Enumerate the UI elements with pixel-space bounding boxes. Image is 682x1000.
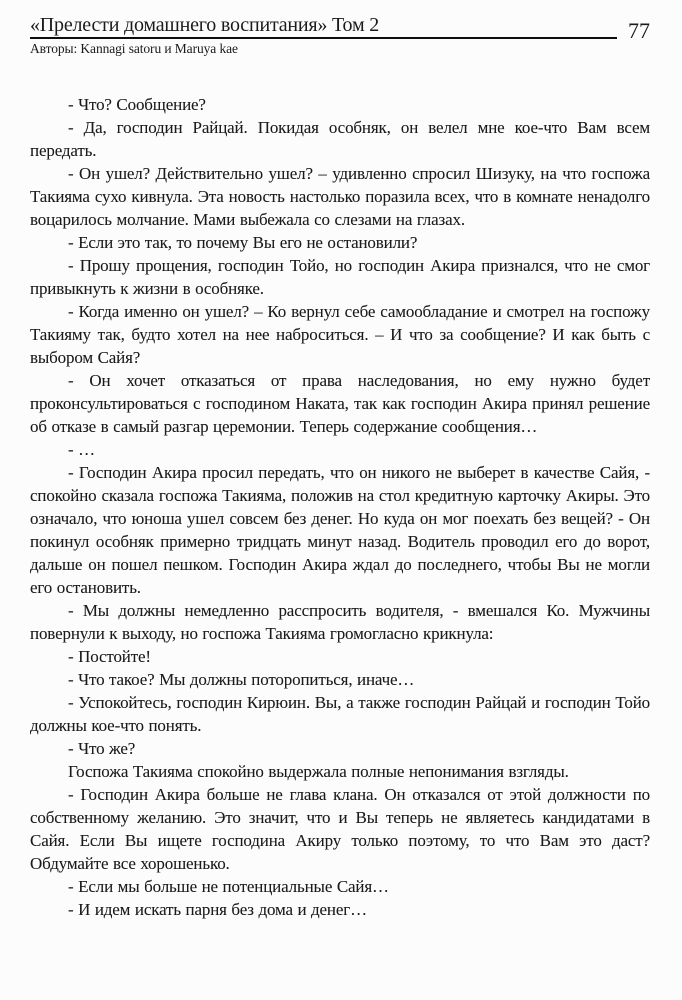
paragraph: - И идем искать парня без дома и денег…	[68, 900, 367, 919]
paragraph: - Да, господин Райцай. Покидая особняк, он велел мне кое-что Вам всем передать.	[30, 118, 650, 160]
paragraph: - Когда именно он ушел? – Ко вернул себе самообладание и смотрел на госпожу Такияму так, будто хотел на нее наброситься. – И что за сообщение? И как быть с выбором Сайя?	[30, 302, 650, 367]
paragraph: - Он хочет отказаться от права наследования, но ему нужно будет проконсультироваться с господином Наката, так как господин Акира принял решение об отказе в самый разгар церемонии. Теперь содержание сообщения…	[30, 371, 650, 436]
paragraph: - Что же?	[68, 739, 136, 758]
page-body	[30, 57, 650, 921]
page-header	[30, 14, 650, 57]
header-row	[30, 14, 650, 43]
paragraph: - Успокойтесь, господин Кирюин. Вы, а также господин Райцай и господин Тойо должны кое-что понять.	[30, 693, 650, 735]
paragraph: - Если мы больше не потенциальные Сайя…	[68, 877, 389, 896]
paragraph: - Мы должны немедленно расспросить водителя, - вмешался Ко. Мужчины повернули к выходу, но госпожа Такияма громогласно крикнула:	[30, 601, 650, 643]
paragraph: - Господин Акира просил передать, что он никого не выберет в качестве Сайя, - спокойно сказала госпожа Такияма, положив на стол кредитную карточку Акиры. Это означало, что юноша ушел совсем без денег. Но куда он мог поехать без вещей? - Он покинул особняк примерно тридцать минут назад. Водитель проводил его до ворот, дальше он пошел пешком. Господин Акира ждал до последнего, чтобы Вы не могли его остановить.	[30, 463, 650, 597]
paragraph: - Он ушел? Действительно ушел? – удивленно спросил Шизуку, на что госпожа Такияма сухо кивнула. Эта новость настолько поразила всех, что в комнате ненадолго воцарилось молчание. Мами выбежала со слезами на глазах.	[30, 164, 650, 229]
paragraph: - Господин Акира больше не глава клана. Он отказался от этой должности по собственному желанию. Это значит, что и Вы теперь не являетесь кандидатами в Сайя. Если Вы ищете господина Акиру только поэтому, то что Вам это даст? Обдумайте все хорошенько.	[30, 785, 650, 873]
header-rule	[30, 14, 617, 39]
paragraph: - Прошу прощения, господин Тойо, но господин Акира признался, что не смог привыкнуть к жизни в особняке.	[30, 256, 650, 298]
paragraph: - Что такое? Мы должны поторопиться, иначе…	[68, 670, 415, 689]
authors-line: Авторы: Kannagi satoru и Maruya kae	[30, 41, 238, 56]
page-number: 77	[628, 18, 650, 43]
paragraph: - Если это так, то почему Вы его не остановили?	[68, 233, 418, 252]
book-title: «Прелести домашнего воспитания» Том 2	[30, 14, 380, 36]
paragraph: - Постойте!	[68, 647, 151, 666]
paragraph: - Что? Сообщение?	[68, 95, 206, 114]
paragraph: Госпожа Такияма спокойно выдержала полные непонимания взгляды.	[68, 762, 569, 781]
paragraph: - …	[68, 440, 95, 459]
